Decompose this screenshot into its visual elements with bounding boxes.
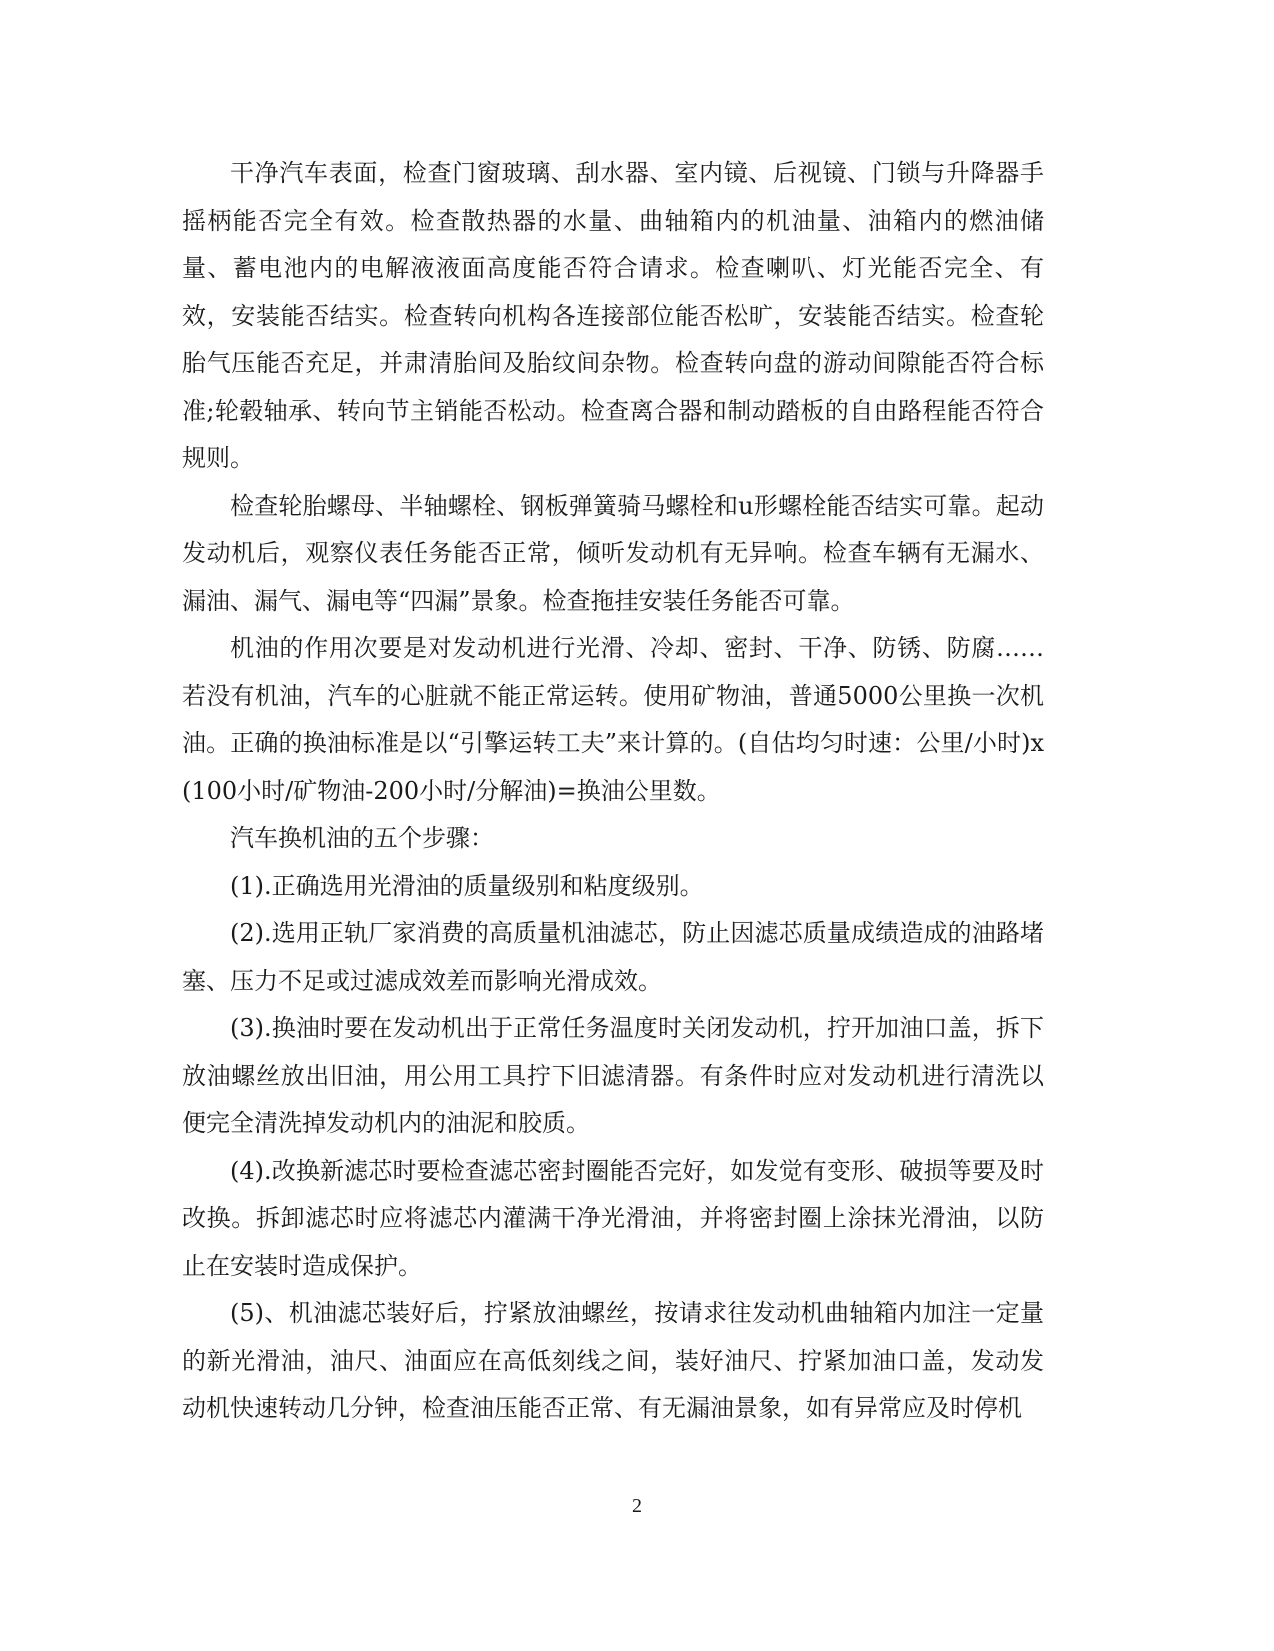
paragraph-oil-function: 机油的作用次要是对发动机进行光滑、冷却、密封、干净、防锈、防腐……若没有机油，汽车的心脏就不能正常运转。使用矿物油，普通5000公里换一次机油。正确的换油标准是以“引擎运转工夫”来计算的。(自估均匀时速：公里/小时)x(100小时/矿物油-200小时/分解油)=换油公里数。 bbox=[182, 634, 1044, 805]
page-number: 2 bbox=[632, 1495, 642, 1517]
paragraph-step-1: (1).正确选用光滑油的质量级别和粘度级别。 bbox=[230, 871, 704, 900]
paragraph-vehicle-inspection: 干净汽车表面，检查门窗玻璃、刮水器、室内镜、后视镜、门锁与升降器手摇柄能否完全有效。检查散热器的水量、曲轴箱内的机油量、油箱内的燃油储量、蓄电池内的电解液液面高度能否符合请求。检查喇叭、灯光能否完全、有效，安装能否结实。检查转向机构各连接部位能否松旷，安装能否结实。检查轮胎气压能否充足，并肃清胎间及胎纹间杂物。检查转向盘的游动间隙能否符合标准;轮毂轴承、转向节主销能否松动。检查离合器和制动踏板的自由路程能否符合规则。 bbox=[182, 159, 1044, 472]
body-text bbox=[182, 150, 1044, 1433]
paragraph-step-2: (2).选用正轨厂家消费的高质量机油滤芯，防止因滤芯质量成绩造成的油路堵塞、压力不足或过滤成效差而影响光滑成效。 bbox=[182, 919, 1044, 995]
paragraph-oil-change-steps-heading: 汽车换机油的五个步骤： bbox=[230, 824, 494, 852]
paragraph-bolts-and-leaks: 检查轮胎螺母、半轴螺栓、钢板弹簧骑马螺栓和u形螺栓能否结实可靠。起动发动机后，观察仪表任务能否正常，倾听发动机有无异响。检查车辆有无漏水、漏油、漏气、漏电等“四漏”景象。检查拖挂安装任务能否可靠。 bbox=[182, 491, 1044, 615]
paragraph-step-3: (3).换油时要在发动机出于正常任务温度时关闭发动机，拧开加油口盖，拆下放油螺丝放出旧油，用公用工具拧下旧滤清器。有条件时应对发动机进行清洗以便完全清洗掉发动机内的油泥和胶质。 bbox=[182, 1014, 1044, 1137]
paragraph-step-5: (5)、机油滤芯装好后，拧紧放油螺丝，按请求往发动机曲轴箱内加注一定量的新光滑油，油尺、油面应在高低刻线之间，装好油尺、拧紧加油口盖，发动发动机快速转动几分钟，检查油压能否正常、有无漏油景象，如有异常应及时停机 bbox=[182, 1299, 1044, 1422]
paragraph-step-4: (4).改换新滤芯时要检查滤芯密封圈能否完好，如发觉有变形、破损等要及时改换。拆卸滤芯时应将滤芯内灌满干净光滑油，并将密封圈上涂抹光滑油，以防止在安装时造成保护。 bbox=[182, 1156, 1044, 1280]
